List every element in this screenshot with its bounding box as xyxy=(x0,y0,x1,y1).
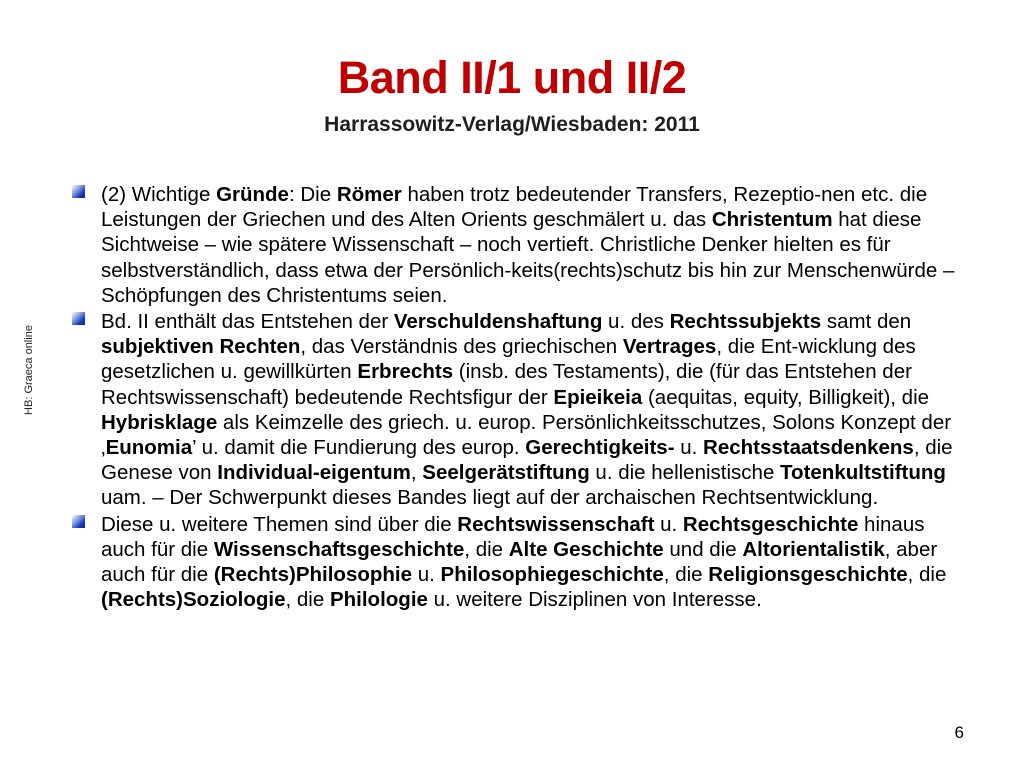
bold-term: Verschuldenshaftung xyxy=(393,310,603,334)
text-run: u. des xyxy=(602,310,670,334)
text-run: u. die hellenistische xyxy=(589,461,781,485)
square-bullet-icon xyxy=(72,312,85,325)
bold-term: Rechtsgeschichte xyxy=(682,512,859,536)
text-run: (aequitas, equity, Billigkeit), die xyxy=(642,385,930,409)
square-bullet-icon xyxy=(72,515,85,528)
paragraph-text xyxy=(101,310,953,509)
side-label: HB: Graeca online xyxy=(23,325,35,415)
bold-term: (Rechts)Philosophie xyxy=(213,563,413,587)
text-run: , aber auch für die xyxy=(101,537,938,587)
bold-term: Gründe xyxy=(216,183,289,206)
text-run: als Keimzelle des griech. u. europ. Persönlichkeitsschutzes, Solons Konzept der ‚ xyxy=(101,410,952,460)
bold-term: Totenkultstiftung xyxy=(780,461,946,485)
square-bullet-icon xyxy=(72,185,85,198)
text-run: , die xyxy=(907,563,947,587)
page-number: 6 xyxy=(954,723,964,742)
text-run: Diese u. weitere Themen sind über die xyxy=(101,512,458,536)
bold-term: Religionsgeschichte xyxy=(708,563,908,587)
bold-term: Epieikeia xyxy=(553,385,643,409)
bold-term: Vertrages xyxy=(622,335,717,359)
text-run: , die xyxy=(464,537,509,561)
text-run: u. xyxy=(412,563,441,587)
text-run: hinaus auch für die xyxy=(101,512,925,561)
bold-term: Wissenschaftsgeschichte xyxy=(213,537,465,561)
text-run: ’ u. damit die Fundierung des europ. xyxy=(192,436,526,460)
text-run: , die Ent-wicklung des gesetzlichen u. gewillkürten xyxy=(101,335,916,384)
bold-term: Individual-eigentum xyxy=(217,461,411,485)
bold-term: Christentum xyxy=(711,208,833,232)
text-run: : Die xyxy=(288,183,337,206)
list-item xyxy=(72,512,972,613)
text-run: u. xyxy=(654,512,683,536)
text-run: , die xyxy=(663,563,709,587)
bold-term: Rechtsstaatsdenkens xyxy=(703,436,914,460)
bold-term: (Rechts)Soziologie xyxy=(101,588,286,612)
text-run: haben trotz bedeutender Transfers, Rezeptio-nen etc. die Leistungen der Griechen und des Alten Orients geschmälert u. das xyxy=(101,183,928,232)
text-run: , die xyxy=(285,588,330,612)
bold-term: Hybrisklage xyxy=(101,410,218,434)
text-run: und die xyxy=(663,537,743,561)
paragraph-text xyxy=(101,513,946,612)
text-run: samt den xyxy=(821,310,912,334)
bold-term: Eunomia xyxy=(105,436,193,460)
text-run: (2) Wichtige xyxy=(101,183,217,206)
text-run: (insb. des Testaments), die (für das Entstehen der Rechtswissenschaft) bedeutende Rechtsfigur der xyxy=(101,360,912,409)
bold-term: Rechtswissenschaft xyxy=(457,512,655,536)
text-run: u. weitere Disziplinen von Interesse. xyxy=(427,588,762,612)
slide-title: Band II/1 und II/2 xyxy=(337,52,687,103)
bold-term: Römer xyxy=(336,183,402,206)
text-run: hat diese Sichtweise – wie spätere Wissenschaft – noch vertieft. Christliche Denker hielten es für selbstverständlich, dass etwa der Persönlich-keits(rechts)schutz bis hin zur Menschenwürde – Schöpfungen des Christentums seien. xyxy=(101,208,955,307)
bold-term: Philosophiegeschichte xyxy=(440,563,664,587)
bold-term: Alte Geschichte xyxy=(508,537,664,561)
text-run: uam. – Der Schwerpunkt dieses Bandes liegt auf der archaischen Rechtsentwicklung. xyxy=(101,486,879,510)
bold-term: Seelgerätstiftung xyxy=(422,461,590,485)
bold-term: Philologie xyxy=(329,588,428,612)
text-run: , die Genese von xyxy=(101,436,953,485)
paragraph-text xyxy=(101,183,954,307)
text-run: , xyxy=(410,461,423,485)
text-run: , das Verständnis des griechischen xyxy=(300,335,623,359)
list-item xyxy=(72,182,972,308)
text-run: u. xyxy=(674,436,704,460)
bold-term: Gerechtigkeits- xyxy=(525,436,675,460)
slide-subtitle: Harrassowitz-Verlag/Wiesbaden: 2011 xyxy=(324,113,700,136)
bold-term: subjektiven Rechten xyxy=(101,335,301,359)
bold-term: Altorientalistik xyxy=(742,537,885,561)
list-item xyxy=(72,309,972,511)
text-run: Bd. II enthält das Entstehen der xyxy=(101,310,394,334)
bold-term: Erbrechts xyxy=(357,360,454,384)
bullet-list xyxy=(72,182,972,612)
bold-term: Rechtssubjekts xyxy=(669,310,822,334)
